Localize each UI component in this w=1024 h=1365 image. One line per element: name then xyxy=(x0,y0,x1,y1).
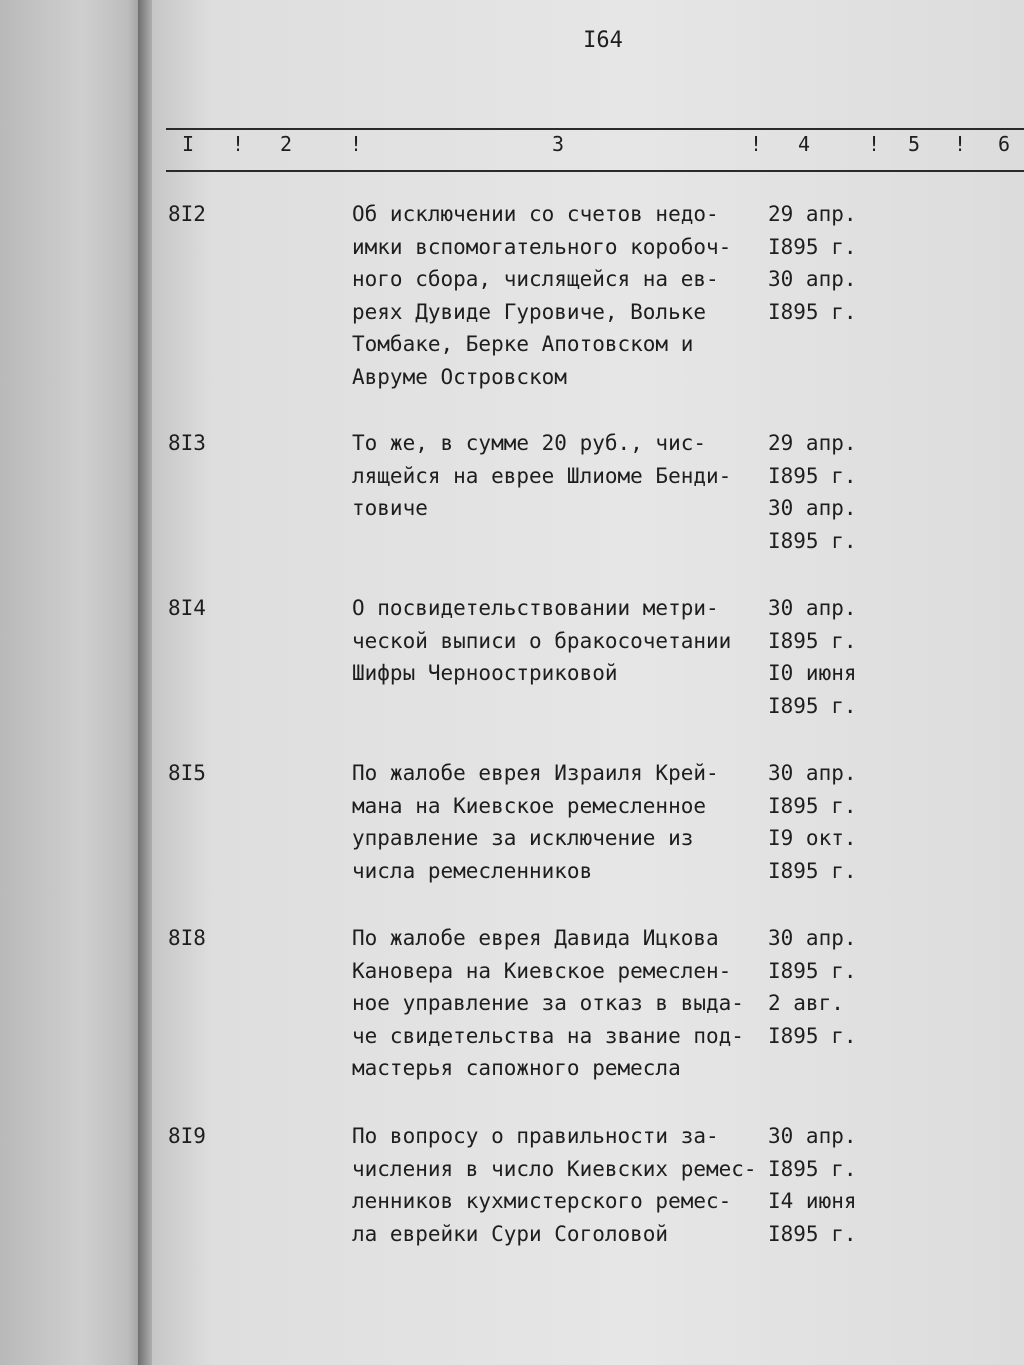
entry-dates: 30 апр. I895 г. 2 авг. I895 г. xyxy=(768,926,857,1048)
entry-number: 8I3 xyxy=(168,431,206,455)
column-separator: ! xyxy=(954,132,967,156)
entry-dates: 30 апр. I895 г. I0 июня I895 г. xyxy=(768,596,857,718)
entry-dates: 29 апр. I895 г. 30 апр. I895 г. xyxy=(768,202,857,324)
entry-number: 8I9 xyxy=(168,1124,206,1148)
entry-description: По жалобе еврея Давида Ицкова Кановера на Киевское ремеслен- ное управление за отказ в выда- че свидетельства на звание под- мастерья сапожного ремесла xyxy=(352,926,744,1080)
entry-dates: 30 апр. I895 г. I4 июня I895 г. xyxy=(768,1124,857,1246)
column-header-3: 3 xyxy=(552,132,565,156)
entry-number: 8I4 xyxy=(168,596,206,620)
entry-description: То же, в сумме 20 руб., чис- лящейся на еврее Шлиоме Бенди- товиче xyxy=(352,431,732,520)
column-header-2: 2 xyxy=(280,132,293,156)
entry-description: По жалобе еврея Израиля Крей- мана на Киевское ремесленное управление за исключение из числа ремесленников xyxy=(352,761,719,883)
entry-number: 8I8 xyxy=(168,926,206,950)
column-separator: ! xyxy=(750,132,763,156)
column-separator: ! xyxy=(232,132,245,156)
column-separator: ! xyxy=(350,132,363,156)
entry-description: По вопросу о правильности за- числения в число Киевских ремес- ленников кухмистерского ремес- ла еврейки Сури Соголовой xyxy=(352,1124,757,1246)
left-page-edge xyxy=(0,0,150,1365)
entry-description: О посвидетельствовании метри- ческой выписи о бракосочетании Шифры Черноостриковой xyxy=(352,596,732,685)
header-rule-bottom xyxy=(166,170,1024,172)
page-number: I64 xyxy=(583,28,623,53)
column-header-4: 4 xyxy=(798,132,811,156)
column-header-6: 6 xyxy=(998,132,1011,156)
column-header-5: 5 xyxy=(908,132,921,156)
column-separator: ! xyxy=(868,132,881,156)
column-header-1: I xyxy=(182,132,195,156)
entry-description: Об исключении со счетов недо- имки вспомогательного коробоч- ного сбора, числящейся на ев- реях Дувиде Гуровиче, Вольке Томбаке, Берке Апотовском и Авруме Островском xyxy=(352,202,732,389)
entry-number: 8I2 xyxy=(168,202,206,226)
entry-number: 8I5 xyxy=(168,761,206,785)
entry-dates: 30 апр. I895 г. I9 окт. I895 г. xyxy=(768,761,857,883)
document-page xyxy=(152,0,1024,1365)
header-rule-top xyxy=(166,128,1024,130)
entry-dates: 29 апр. I895 г. 30 апр. I895 г. xyxy=(768,431,857,553)
